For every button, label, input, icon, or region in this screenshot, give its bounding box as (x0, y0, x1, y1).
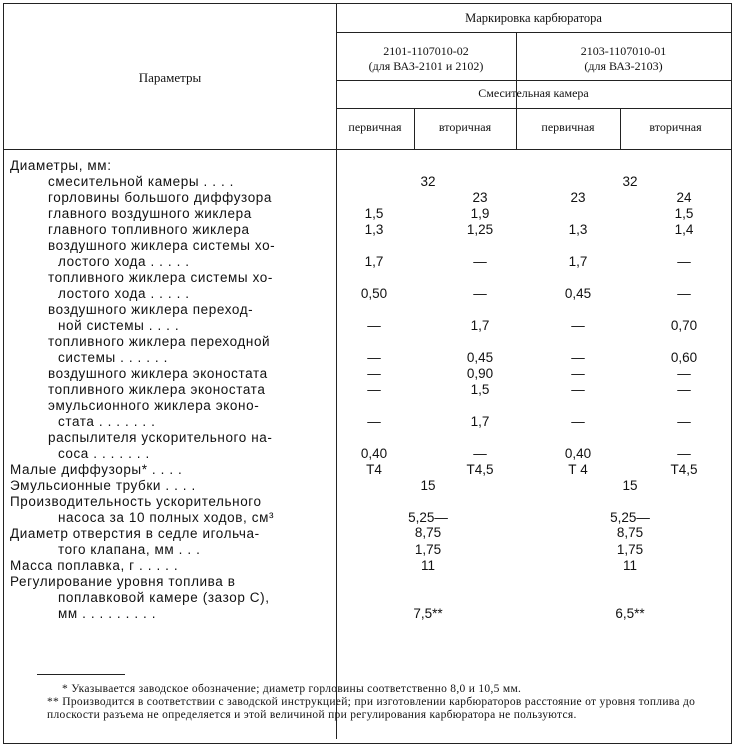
table-row (10, 430, 725, 446)
row-label: насоса за 10 полных ходов, см³ (58, 510, 275, 525)
row-label: Производительность ускорительного (10, 494, 262, 509)
table-row (10, 270, 725, 286)
carb1-header: 2101-1107010-02 (для ВАЗ-2101 и 2102) (368, 44, 484, 73)
cell-value: 0,60 (670, 350, 698, 365)
row-label: поплавковой камере (зазор С), (58, 590, 270, 605)
cell-value: 0,70 (670, 318, 698, 333)
table-row (10, 366, 725, 382)
table-row (10, 398, 725, 414)
secondary-header: вторичная (438, 120, 492, 134)
cell-value: 1,9 (470, 206, 490, 221)
row-label: эмульсионного жиклера эконо- (48, 398, 260, 413)
table-row (10, 222, 725, 238)
row-label: Масса поплавка, г . . . . . (10, 558, 179, 573)
cell-value: — (367, 382, 381, 397)
table-row (10, 350, 725, 366)
cell-value: Т 4 (568, 462, 588, 477)
cell-value: 32 (622, 174, 638, 189)
cell-value: 23 (570, 190, 586, 205)
table-row (10, 174, 725, 190)
cell-value: — (677, 254, 691, 269)
table-row (10, 542, 725, 558)
footnote-1: * Указывается заводское обозначение; диаметр горловины соответственно 8,0 и 10,5 мм. (62, 683, 522, 695)
row-label: главного воздушного жиклера (48, 206, 252, 221)
cell-value: Т4,5 (670, 462, 698, 477)
table-row (10, 318, 725, 334)
cell-value: 32 (420, 174, 436, 189)
cell-value: 11 (622, 558, 637, 573)
table-row (10, 238, 725, 254)
row-label: лостого хода . . . . . (58, 286, 190, 301)
cell-value: 1,4 (674, 222, 694, 237)
row-label: Регулирование уровня топлива в (10, 574, 236, 589)
cell-value: 0,90 (466, 366, 494, 381)
header-divider (336, 32, 731, 33)
cell-value: 0,45 (466, 350, 494, 365)
params-header: Параметры (138, 70, 202, 85)
table-row (10, 286, 725, 302)
row-label: распылителя ускорительного на- (48, 430, 273, 445)
cell-value: — (677, 366, 691, 381)
row-label: стата . . . . . . . (58, 414, 156, 429)
primary-header: первичная (541, 120, 595, 134)
row-label: воздушного жиклера переход- (48, 302, 254, 317)
cell-value: 1,7 (470, 414, 490, 429)
row-label: системы . . . . . . (58, 350, 168, 365)
cell-value: 1,7 (470, 318, 490, 333)
row-label: топливного жиклера переходной (48, 334, 271, 349)
cell-value: 0,40 (564, 446, 592, 461)
marking-header: Маркировка карбюратора (465, 11, 602, 25)
cell-value: 1,75 (616, 542, 644, 557)
cell-value: — (473, 286, 487, 301)
cell-value: 1,5 (470, 382, 490, 397)
row-label: Эмульсионные трубки . . . . (10, 478, 196, 493)
table-row (10, 478, 725, 494)
header-bottom-line (4, 149, 731, 150)
footnote-rule (37, 674, 125, 675)
cell-value: — (473, 446, 487, 461)
parameter-rows (10, 158, 725, 622)
cell-value: 24 (676, 190, 692, 205)
row-label: того клапана, мм . . . (58, 542, 201, 557)
cell-value: — (571, 366, 585, 381)
header-divider (336, 108, 731, 109)
cell-value: 1,7 (568, 254, 588, 269)
cell-value: — (677, 414, 691, 429)
header-divider (336, 80, 731, 81)
cell-value: — (367, 414, 381, 429)
table-row (10, 494, 725, 510)
cell-value: — (367, 318, 381, 333)
carb2-header: 2103-1107010-01 (для ВАЗ-2103) (580, 44, 667, 73)
row-label: главного топливного жиклера (48, 222, 250, 237)
row-label: Диаметр отверстия в седле игольча- (10, 526, 260, 541)
cell-value: 15 (622, 478, 638, 493)
cell-value: 23 (472, 190, 488, 205)
table-row (10, 574, 725, 590)
row-label: лостого хода . . . . . (58, 254, 190, 269)
cell-value: — (367, 350, 381, 365)
cell-value: Т4 (366, 462, 382, 477)
cell-value: — (473, 254, 487, 269)
table-row (10, 462, 725, 478)
cell-value: — (677, 382, 691, 397)
table-row (10, 590, 725, 606)
row-label: воздушного жиклера эконостата (48, 366, 268, 381)
cell-value: 1,75 (414, 542, 442, 557)
table-row (10, 158, 725, 174)
cell-value: — (571, 318, 585, 333)
row-label: топливного жиклера эконостата (48, 382, 266, 397)
cell-value: 7,5** (413, 606, 443, 621)
cell-value: 15 (420, 478, 436, 493)
cell-value: 1,5 (364, 206, 384, 221)
row-label: горловины большого диффузора (48, 190, 273, 205)
row-label: мм . . . . . . . . . (58, 606, 157, 621)
table-row (10, 254, 725, 270)
cell-value: 0,40 (360, 446, 388, 461)
table-row (10, 526, 725, 542)
cell-value: — (677, 446, 691, 461)
cell-value: 1,5 (674, 206, 694, 221)
cell-value: 1,25 (466, 222, 494, 237)
table-row (10, 414, 725, 430)
cell-value: 6,5** (615, 606, 645, 621)
row-label: coca . . . . . . . (58, 446, 150, 461)
cell-value: 1,7 (364, 254, 384, 269)
cell-value: 0,50 (360, 286, 388, 301)
row-label: топливного жиклера системы хо- (48, 270, 273, 285)
table-row (10, 302, 725, 318)
cell-value: 5,25—8,75 (610, 510, 650, 540)
table-row (10, 606, 725, 622)
table-row (10, 558, 725, 574)
cell-value: 5,25—8,75 (408, 510, 448, 540)
table-row (10, 334, 725, 350)
table-row (10, 382, 725, 398)
secondary-header: вторичная (649, 120, 702, 134)
row-label: Диаметры, мм: (10, 158, 112, 173)
table-row (10, 190, 725, 206)
row-label: Малые диффузоры* . . . . (10, 462, 183, 477)
table-row (10, 206, 725, 222)
cell-value: — (677, 286, 691, 301)
mixing-chamber-header: Смесительная камера (478, 86, 589, 100)
cell-value: Т4,5 (466, 462, 494, 477)
cell-value: 1,3 (364, 222, 384, 237)
cell-value: 11 (420, 558, 435, 573)
cell-value: 0,45 (564, 286, 592, 301)
cell-value: — (571, 414, 585, 429)
table-row (10, 446, 725, 462)
footnote-2: ** Производится в соответствии с заводской инструкцией; при изготовлении карбюраторов расстояние от уровня топлива до плоскости разъема не определяется и этой величиной при регулирования карбюратора не пользуются. (47, 696, 696, 721)
footnotes (12, 683, 724, 722)
cell-value: — (571, 382, 585, 397)
cell-value: — (367, 366, 381, 381)
row-label: ной системы . . . . (58, 318, 180, 333)
row-label: смесительной камеры . . . . (48, 174, 235, 189)
primary-header: первичная (348, 120, 402, 134)
cell-value: 1,3 (568, 222, 588, 237)
row-label: воздушного жиклера системы хо- (48, 238, 276, 253)
cell-value: — (571, 350, 585, 365)
